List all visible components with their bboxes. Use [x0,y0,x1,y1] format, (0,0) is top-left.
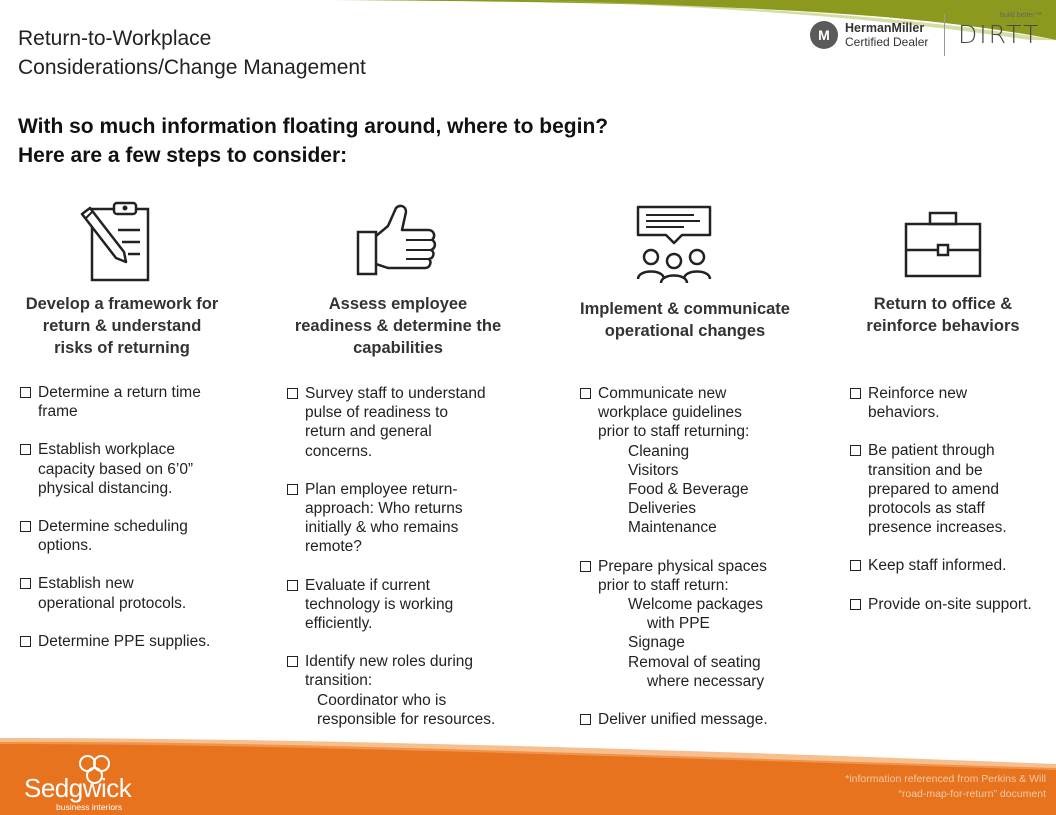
list-item: Keep staff informed. [850,556,1050,575]
checklist-framework [20,383,260,670]
column-heading-return: Return to office & reinforce behaviors [866,295,1020,335]
clipboard-pencil-icon [78,200,154,284]
list-item: Determine scheduling options. [20,517,260,555]
checkbox-icon [850,599,861,610]
list-item: Evaluate if current technology is working efficiently. [287,576,537,634]
checkbox-icon [20,387,31,398]
thumbs-up-icon [354,202,440,280]
column-heading-framework: Develop a framework for return & understand risks of returning [25,295,219,357]
list-item: Identify new roles during transition: Coordinator who is responsible for resources. [287,652,537,729]
checkbox-icon [20,578,31,589]
column-heading-implement: Implement & communicate operational changes [580,300,790,340]
herman-miller-icon: M [810,21,838,49]
checkbox-icon [850,560,861,571]
checkbox-icon [20,636,31,647]
list-item: Communicate new workplace guidelines prior to staff returning: Cleaning Visitors Food & Beverage Deliveries Maintenance [580,384,830,538]
list-item: Deliver unified message. [580,710,830,729]
checkbox-icon [287,580,298,591]
list-item: Plan employee return- approach: Who returns initially & who remains remote? [287,480,537,557]
list-item: Determine a return time frame [20,383,260,421]
checklist-assess [287,384,537,748]
checkbox-icon [287,484,298,495]
checkbox-icon [580,561,591,572]
checkbox-icon [580,388,591,399]
people-chat-icon [634,205,714,285]
list-item: Survey staff to understand pulse of readiness to return and general concerns. [287,384,537,461]
checkbox-icon [20,444,31,455]
briefcase-icon [902,210,984,280]
dirtt-logo: DIRTT [958,20,1041,49]
list-item: Provide on-site support. [850,595,1050,614]
logo-divider [944,14,945,56]
source-footnote: *information referenced from Perkins & Will “road-map-for-return” document [845,773,1046,800]
list-item: Prepare physical spaces prior to staff return: Welcome packages with PPE Signage Removal of seating where necessary [580,557,830,691]
page-title: Return-to-Workplace Considerations/Change Management [18,27,366,79]
checkbox-icon [850,445,861,456]
column-heading-assess: Assess employee readiness & determine the capabilities [294,295,502,357]
list-item: Establish workplace capacity based on 6’0” physical distancing. [20,440,260,498]
dirtt-tagline: build better™ [1000,12,1042,19]
checkbox-icon [580,714,591,725]
list-item: Be patient through transition and be prepared to amend protocols as staff presence increases. [850,441,1050,537]
checkbox-icon [20,521,31,532]
list-item: Establish new operational protocols. [20,574,260,612]
checkbox-icon [287,388,298,399]
checkbox-icon [287,656,298,667]
checklist-implement [580,384,830,748]
checklist-return [850,384,1050,633]
herman-miller-logo: M HermanMiller Certified Dealer [810,18,940,52]
checkbox-icon [850,388,861,399]
list-item: Reinforce new behaviors. [850,384,1050,422]
intro-heading: With so much information floating around, where to begin? Here are a few steps to consider: [18,115,609,167]
list-item: Determine PPE supplies. [20,632,260,651]
